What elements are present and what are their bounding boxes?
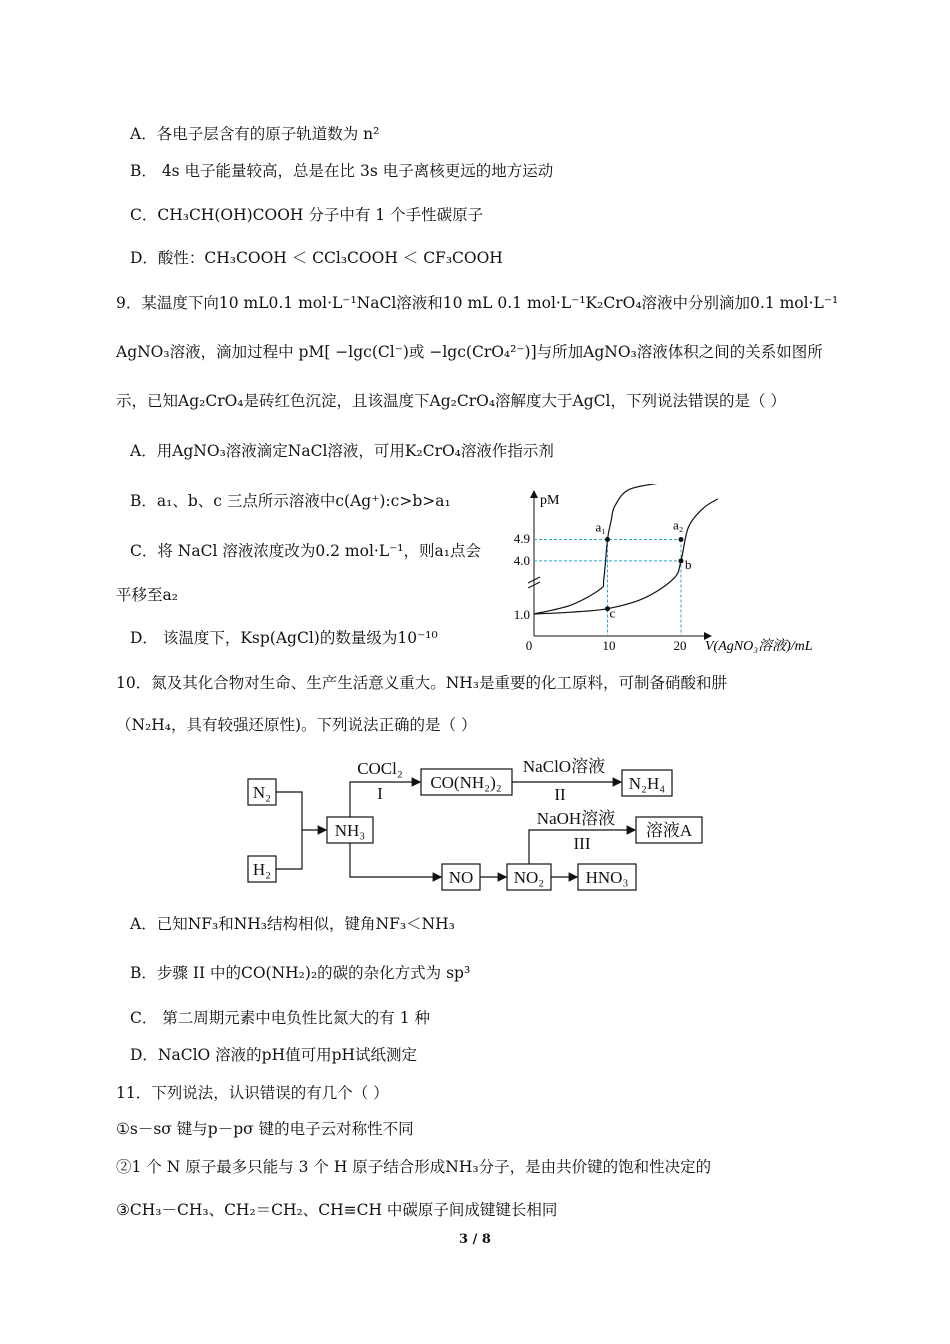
q9-stem-line3: 示，已知Ag₂CrO₄是砖红色沉淀，且该温度下Ag₂CrO₄溶解度大于AgCl，下列说法错误的是（ ） [116, 392, 786, 410]
q8-option-d: D．酸性：CH₃COOH ＜ CCl₃COOH ＜ CF₃COOH [130, 249, 503, 267]
point-2 [679, 537, 684, 542]
y-tick-1: 1.0 [513, 607, 530, 622]
q9-stem-line2: AgNO₃溶液，滴加过程中 pM[ −lgc(Cl⁻)或 −lgc(CrO₄²⁻)]与所加AgNO₃溶液体积之间的关系如图所 [116, 343, 823, 361]
nh3-to-no-arrow [350, 843, 441, 877]
q9-option-d: D． 该温度下，Ksp(AgCl)的数量级为10⁻¹⁰ [130, 629, 438, 647]
hno3-label: HNO₃ [585, 868, 629, 887]
page-number: 3 / 8 [459, 1232, 491, 1247]
point-label-4: c [609, 605, 616, 621]
y-tick-4-9: 4.9 [513, 531, 530, 546]
point-label-1: a₁ [595, 519, 606, 535]
q8-option-a: A．各电子层含有的原子轨道数为 n² [130, 125, 380, 143]
no-label: NO [448, 868, 474, 887]
nh3-to-urea-arrow [350, 782, 420, 817]
reagent-cocl2: COCl₂ [357, 759, 403, 778]
q9-stem-line1: 9．某温度下向10 mL0.1 mol·L⁻¹NaCl溶液和10 mL 0.1 mol·L⁻¹K₂CrO₄溶液中分别滴加0.1 mol·L⁻¹ [116, 294, 839, 312]
q9-option-b: B．a₁、b、c 三点所示溶液中c(Ag⁺):c>b>a₁ [130, 492, 451, 510]
n2h4-label: N₂H₄ [628, 774, 666, 793]
step-i-label: I [377, 784, 383, 803]
point-label-3: b [685, 556, 692, 572]
x-tick-20: 20 [673, 638, 687, 653]
nh3-label: NH₃ [334, 821, 366, 840]
q8-option-c: C．CH₃CH(OH)COOH 分子中有 1 个手性碳原子 [130, 206, 484, 224]
q10-option-c: C． 第二周期元素中电负性比氮大的有 1 种 [130, 1009, 431, 1027]
step-ii-label: II [554, 785, 566, 804]
point-3 [679, 558, 684, 563]
point-1 [605, 537, 610, 542]
q10-stem-line2: （N₂H₄，具有较强还原性)。下列说法正确的是（ ） [116, 716, 477, 734]
q11-item-2: ②1 个 N 原子最多只能与 3 个 H 原子结合形成NH₃分子，是由共价键的饱和性决定的 [116, 1158, 712, 1176]
q11-stem: 11．下列说法，认识错误的有几个（ ） [116, 1084, 389, 1102]
reagent-naoh: NaOH溶液 [536, 809, 616, 828]
y-axis-label: pM [540, 493, 560, 508]
no2-label: NO₂ [513, 868, 545, 887]
q10-option-d: D．NaClO 溶液的pH值可用pH试纸测定 [130, 1046, 418, 1064]
step-iii-label: III [573, 834, 591, 853]
q10-option-b: B．步骤 II 中的CO(NH₂)₂的碳的杂化方式为 sp³ [130, 964, 471, 982]
q10-stem-line1: 10．氮及其化合物对生命、生产生活意义重大。NH₃是重要的化工原料，可制备硝酸和肼 [116, 674, 728, 692]
q8-option-b: B． 4s 电子能量较高，总是在比 3s 电子离核更远的地方运动 [130, 162, 554, 180]
q9-option-c-line2: 平移至a₂ [116, 586, 178, 604]
n2-h2-to-nh3-arrow [276, 792, 326, 869]
q11-item-1: ①s－sσ 键与p－pσ 键的电子云对称性不同 [116, 1120, 414, 1138]
q9-option-a: A．用AgNO₃溶液滴定NaCl溶液，可用K₂CrO₄溶液作指示剂 [130, 442, 554, 460]
pm-volume-chart [503, 484, 833, 656]
q10-option-a: A．已知NF₃和NH₃结构相似，键角NF₃＜NH₃ [130, 915, 455, 933]
urea-label: CO(NH₂)₂ [430, 773, 502, 792]
x-tick-10: 10 [602, 638, 616, 653]
x-tick-0: 0 [525, 638, 533, 653]
q9-option-c-line1: C．将 NaCl 溶液浓度改为0.2 mol·L⁻¹，则a₁点会 [130, 542, 481, 560]
y-tick-4: 4.0 [513, 553, 530, 568]
x-axis-label: V(AgNO₃溶液)/mL [705, 639, 813, 654]
q11-item-3: ③CH₃－CH₃、CH₂＝CH₂、CH≡CH 中碳原子间成键键长相同 [116, 1201, 558, 1219]
h2-label: H₂ [252, 860, 272, 879]
solution-a-label: 溶液A [645, 821, 693, 840]
nitrogen-flow-diagram [240, 752, 710, 898]
n2-label: N₂ [252, 783, 272, 802]
reagent-naclo: NaClO溶液 [522, 757, 606, 776]
point-label-2: a₂ [673, 517, 684, 533]
